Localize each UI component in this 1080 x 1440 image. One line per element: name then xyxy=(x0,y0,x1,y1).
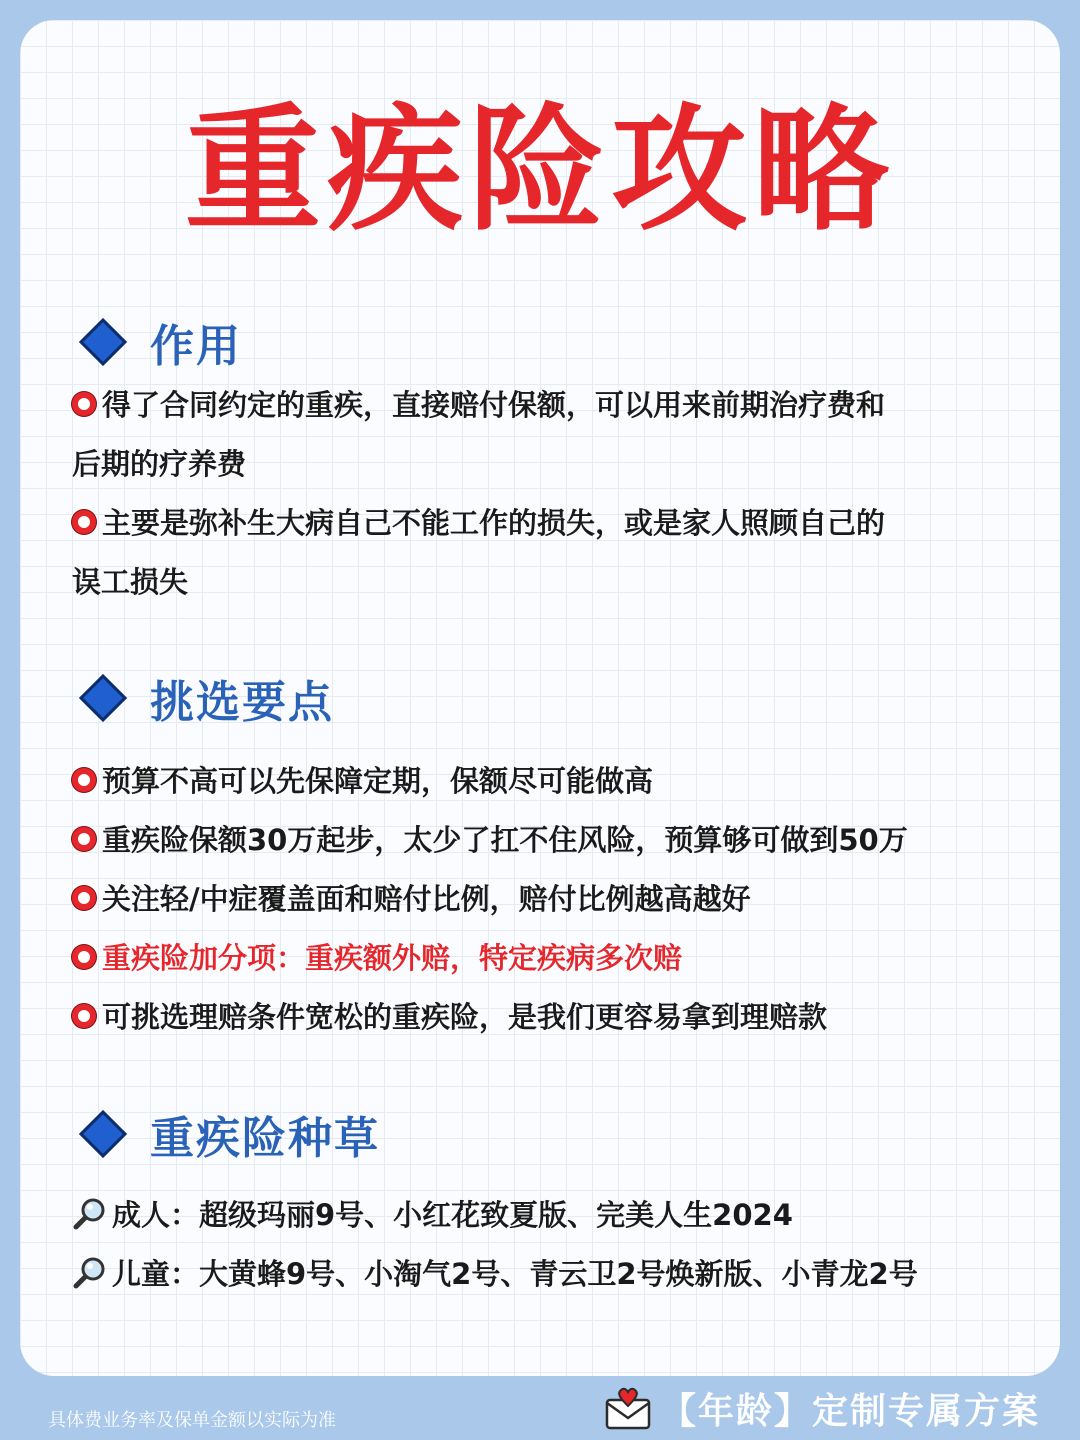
list-item-continuation xyxy=(72,551,1012,610)
list-item xyxy=(72,1184,1012,1243)
cta-label: 【年龄】定制专属方案 xyxy=(660,1390,1041,1432)
section-title: 挑选要点 xyxy=(150,677,334,728)
red-ring-icon xyxy=(72,945,96,969)
section-body-selection-tips xyxy=(72,750,1012,1045)
blue-diamond-icon xyxy=(79,318,127,366)
list-item-text: 可挑选理赔条件宽松的重疾险，是我们更容易拿到理赔款 xyxy=(102,1000,828,1034)
red-ring-icon xyxy=(72,392,96,416)
blue-diamond-icon xyxy=(79,674,127,722)
list-item xyxy=(72,809,1012,868)
section-title: 重疾险种草 xyxy=(150,1113,380,1164)
list-item-text: 预算不高可以先保障定期，保额尽可能做高 xyxy=(102,764,654,798)
section-title: 作用 xyxy=(150,321,242,372)
section-heading-selection-tips xyxy=(78,668,334,728)
list-item-highlight xyxy=(72,927,1012,986)
list-item-text: 儿童：大黄蜂9号、小淘气2号、青云卫2号焕新版、小青龙2号 xyxy=(112,1257,918,1291)
list-item-continuation xyxy=(72,433,1012,492)
section-heading-recommendations xyxy=(78,1104,380,1164)
list-item-text: 得了合同约定的重疾，直接赔付保额，可以用来前期治疗费和 xyxy=(102,388,886,422)
list-item-text: 主要是弥补生大病自己不能工作的损失，或是家人照顾自己的 xyxy=(102,506,886,540)
section-body-recommendations xyxy=(72,1184,1012,1302)
red-ring-icon xyxy=(72,768,96,792)
red-ring-icon xyxy=(72,827,96,851)
list-item-text: 重疾险加分项：重疾额外赔，特定疾病多次赔 xyxy=(102,941,683,975)
custom-plan-cta[interactable] xyxy=(604,1382,1040,1434)
magnifier-icon xyxy=(72,1196,108,1232)
content-card xyxy=(20,20,1060,1376)
blue-diamond-icon xyxy=(79,1110,127,1158)
section-heading-function xyxy=(78,312,242,372)
list-item-text: 关注轻/中症覆盖面和赔付比例，赔付比例越高越好 xyxy=(102,882,751,916)
envelope-heart-icon xyxy=(604,1384,652,1432)
list-item xyxy=(72,492,1012,551)
red-ring-icon xyxy=(72,510,96,534)
red-ring-icon xyxy=(72,1004,96,1028)
list-item-text: 重疾险保额30万起步，太少了扛不住风险，预算够可做到50万 xyxy=(102,823,908,857)
list-item xyxy=(72,750,1012,809)
section-body-function xyxy=(72,374,1012,610)
red-ring-icon xyxy=(72,886,96,910)
disclaimer-text: 具体费业务率及保单金额以实际为准 xyxy=(48,1410,336,1431)
list-item xyxy=(72,986,1012,1045)
list-item xyxy=(72,1243,1012,1302)
list-item-text: 后期的疗养费 xyxy=(72,447,247,481)
page-title: 重疾险攻略 xyxy=(185,92,895,250)
list-item xyxy=(72,374,1012,433)
list-item xyxy=(72,868,1012,927)
list-item-text: 成人：超级玛丽9号、小红花致夏版、完美人生2024 xyxy=(112,1198,793,1232)
magnifier-icon xyxy=(72,1255,108,1291)
list-item-text: 误工损失 xyxy=(72,565,189,599)
